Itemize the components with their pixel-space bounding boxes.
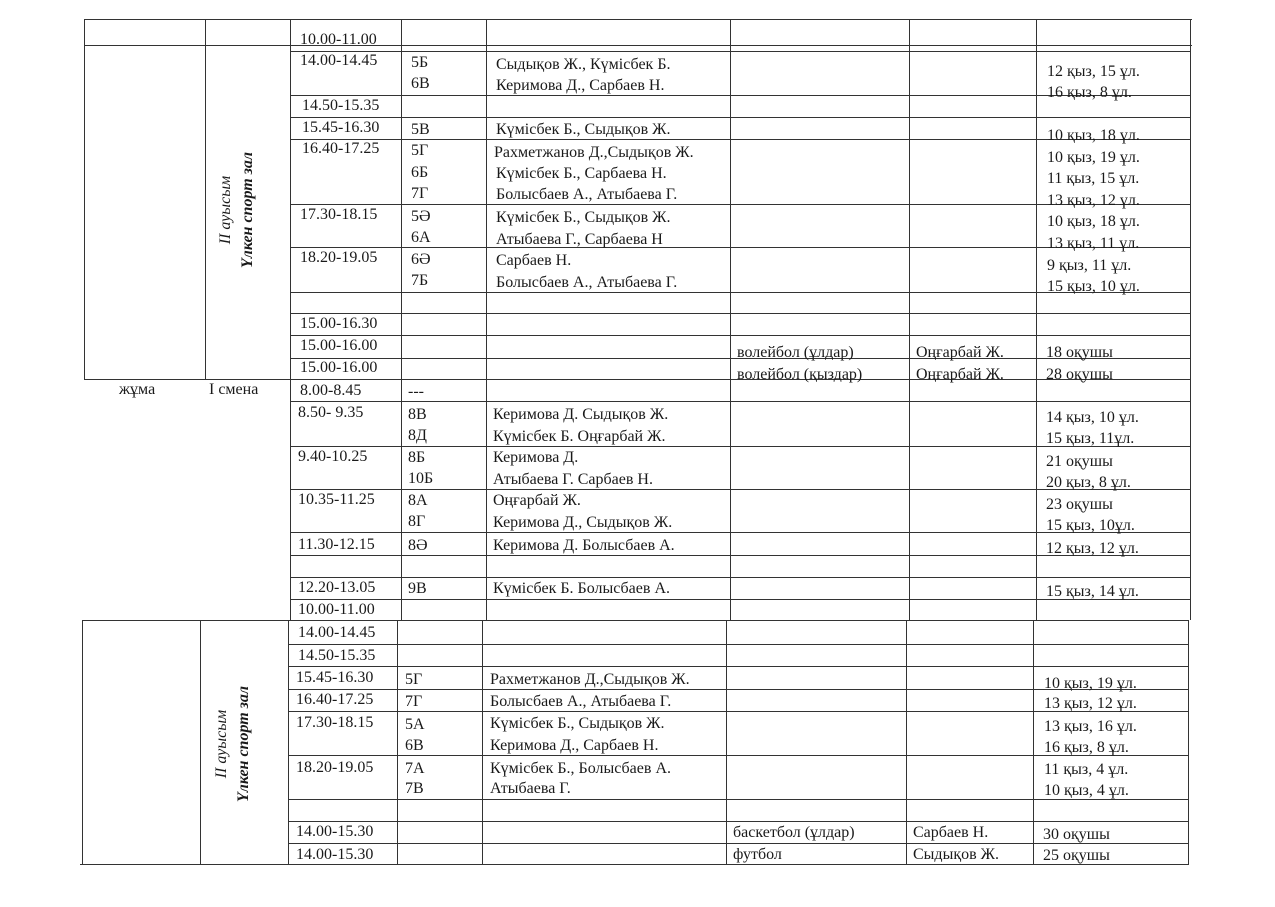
teacher-cell: Болысбаев А., Атыбаева Г. [496, 274, 678, 291]
hall-name: Үлкен спорт зал [239, 151, 256, 269]
class-cell: 8В [408, 406, 427, 423]
rule [288, 644, 1188, 645]
rule [726, 620, 727, 865]
teacher-cell: Керимова Д., Сарбаев Н. [490, 737, 659, 754]
time-cell: 12.20-13.05 [298, 579, 376, 596]
teacher-cell: Атыбаева Г. Сарбаев Н. [493, 471, 653, 488]
rule [288, 620, 289, 865]
class-cell: 6В [405, 737, 424, 754]
count-cell: 11 қыз, 15 ұл. [1047, 170, 1140, 187]
rule [397, 620, 398, 865]
shift-name: II ауысым [213, 709, 230, 779]
count-cell: 18 оқушы [1046, 344, 1113, 361]
rule [205, 19, 206, 380]
class-cell: 7Г [405, 693, 423, 710]
rule [1188, 620, 1189, 865]
class-cell: 6Ә [411, 251, 431, 268]
time-cell: 8.00-8.45 [300, 382, 362, 399]
time-cell: 18.20-19.05 [296, 759, 374, 776]
rule [486, 19, 487, 620]
count-cell: 10 қыз, 18 ұл. [1047, 213, 1140, 230]
teacher-cell: Рахметжанов Д.,Сыдықов Ж. [490, 671, 690, 688]
teacher-cell: Күмісбек Б., Сыдықов Ж. [496, 121, 671, 138]
rule [1036, 19, 1037, 620]
time-cell: 15.45-16.30 [302, 119, 380, 136]
rule [84, 45, 1192, 46]
count-cell: 15 қыз, 10 ұл. [1047, 278, 1140, 295]
time-cell: 15.00-16.30 [300, 315, 378, 332]
class-cell: 7В [405, 780, 424, 797]
time-cell: 11.30-12.15 [298, 536, 375, 553]
count-cell: 25 оқушы [1043, 847, 1110, 864]
class-cell: 5Г [411, 142, 429, 159]
class-cell: 8А [408, 492, 428, 509]
teacher-cell: Сыдықов Ж., Күмісбек Б. [496, 56, 671, 73]
count-cell: 28 оқушы [1046, 366, 1113, 383]
count-cell: 16 қыз, 8 ұл. [1047, 84, 1132, 101]
rule [80, 864, 1188, 865]
coach-cell: Сыдықов Ж. [913, 846, 999, 863]
count-cell: 15 қыз, 14 ұл. [1046, 583, 1139, 600]
time-cell: 14.00-14.45 [300, 52, 378, 69]
teacher-cell: Сарбаев Н. [496, 252, 572, 269]
count-cell: 12 қыз, 12 ұл. [1046, 540, 1139, 557]
count-cell: 20 қыз, 8 ұл. [1046, 474, 1131, 491]
count-cell: 10 қыз, 18 ұл. [1047, 127, 1140, 144]
class-cell: 8Б [408, 449, 426, 466]
teacher-cell: Оңғарбай Ж. [493, 492, 581, 509]
rule [401, 19, 402, 620]
time-cell: 15.45-16.30 [296, 669, 374, 686]
shift-cell: I смена [209, 381, 259, 398]
class-cell: 8Г [408, 513, 426, 530]
rule [1033, 620, 1034, 865]
class-cell: 7А [405, 760, 425, 777]
count-cell: 13 қыз, 16 ұл. [1044, 718, 1137, 735]
teacher-cell: Күмісбек Б. Болысбаев А. [493, 580, 670, 597]
time-cell: 14.00-15.30 [296, 823, 374, 840]
time-cell: 14.00-15.30 [296, 846, 374, 863]
rule [290, 313, 1190, 314]
rule [200, 620, 201, 865]
class-cell: --- [408, 383, 424, 400]
teacher-cell: Керимова Д. Сыдықов Ж. [493, 406, 669, 423]
class-cell: 6А [411, 229, 431, 246]
count-cell: 30 оқушы [1043, 826, 1110, 843]
rule [730, 19, 731, 620]
time-cell: 14.50-15.35 [298, 647, 376, 664]
count-cell: 21 оқушы [1046, 453, 1113, 470]
count-cell: 9 қыз, 11 ұл. [1047, 257, 1132, 274]
class-cell: 10Б [408, 470, 434, 487]
time-cell: 15.00-16.00 [300, 359, 378, 376]
activity-cell: футбол [733, 846, 782, 863]
time-cell: 14.50-15.35 [302, 97, 380, 114]
class-cell: 5В [411, 121, 430, 138]
rule [82, 620, 83, 865]
class-cell: 7Б [411, 272, 429, 289]
rule [290, 335, 1190, 336]
class-cell: 6Б [411, 164, 429, 181]
class-cell: 6В [411, 75, 430, 92]
class-cell: 8Ә [408, 537, 428, 554]
teacher-cell: Рахметжанов Д.,Сыдықов Ж. [494, 144, 694, 161]
activity-cell: волейбол (қыздар) [737, 366, 863, 383]
activity-cell: баскетбол (ұлдар) [733, 824, 855, 841]
rule [909, 19, 910, 620]
rule [84, 19, 85, 380]
teacher-cell: Күмісбек Б., Болысбаев А. [490, 760, 671, 777]
count-cell: 13 қыз, 12 ұл. [1047, 192, 1140, 209]
time-cell: 10.35-11.25 [298, 491, 375, 508]
time-cell: 18.20-19.05 [300, 249, 378, 266]
time-cell: 9.40-10.25 [298, 448, 368, 465]
teacher-cell: Атыбаева Г., Сарбаева Н [496, 231, 663, 248]
shift-name: II ауысым [217, 175, 234, 245]
rule [288, 666, 1188, 667]
time-cell: 14.00-14.45 [298, 624, 376, 641]
rule [288, 821, 1188, 822]
time-cell: 8.50- 9.35 [298, 404, 364, 421]
teacher-cell: Болысбаев А., Атыбаева Г. [490, 693, 672, 710]
count-cell: 10 қыз, 19 ұл. [1044, 675, 1137, 692]
coach-cell: Сарбаев Н. [913, 824, 989, 841]
teacher-cell: Күмісбек Б. Оңғарбай Ж. [493, 428, 666, 445]
class-cell: 5Ә [411, 208, 431, 225]
teacher-cell: Күмісбек Б., Сарбаева Н. [496, 165, 667, 182]
rule [290, 577, 1190, 578]
rule [1190, 19, 1191, 620]
time-cell: 15.00-16.00 [300, 337, 378, 354]
teacher-cell: Күмісбек Б., Сыдықов Ж. [496, 209, 671, 226]
teacher-cell: Болысбаев А., Атыбаева Г. [496, 186, 678, 203]
rule [290, 380, 291, 620]
coach-cell: Оңғарбай Ж. [916, 366, 1004, 383]
day-cell: жұма [119, 381, 156, 398]
class-cell: 8Д [408, 427, 427, 444]
count-cell: 16 қыз, 8 ұл. [1044, 739, 1129, 756]
rule [482, 620, 483, 865]
rule [290, 117, 1190, 118]
class-cell: 7Г [411, 185, 429, 202]
shift-label-bottom [211, 639, 255, 849]
hall-name: Үлкен спорт зал [235, 685, 252, 803]
rule [290, 51, 1190, 52]
count-cell: 11 қыз, 4 ұл. [1044, 761, 1129, 778]
count-cell: 10 қыз, 4 ұл. [1044, 782, 1129, 799]
time-cell: 17.30-18.15 [300, 206, 378, 223]
class-cell: 9В [408, 580, 427, 597]
count-cell: 10 қыз, 19 ұл. [1047, 149, 1140, 166]
class-cell: 5Б [411, 54, 429, 71]
teacher-cell: Керимова Д., Сыдықов Ж. [493, 514, 673, 531]
class-cell: 5А [405, 716, 425, 733]
time-cell: 17.30-18.15 [296, 714, 374, 731]
count-cell: 15 қыз, 11ұл. [1046, 430, 1135, 447]
teacher-cell: Күмісбек Б., Сыдықов Ж. [490, 715, 665, 732]
teacher-cell: Керимова Д. Болысбаев А. [493, 537, 675, 554]
rule [84, 19, 1192, 20]
count-cell: 13 қыз, 12 ұл. [1044, 695, 1137, 712]
count-cell: 13 қыз, 11 ұл. [1047, 235, 1140, 252]
count-cell: 23 оқушы [1046, 496, 1113, 513]
teacher-cell: Атыбаева Г. [490, 780, 571, 797]
rule [906, 620, 907, 865]
teacher-cell: Керимова Д. [493, 449, 579, 466]
rule [290, 19, 291, 380]
rule [82, 620, 1188, 621]
time-cell: 10.00-11.00 [300, 31, 377, 48]
coach-cell: Оңғарбай Ж. [916, 344, 1004, 361]
count-cell: 12 қыз, 15 ұл. [1047, 63, 1140, 80]
shift-label-top [215, 105, 259, 315]
count-cell: 14 қыз, 10 ұл. [1046, 409, 1139, 426]
count-cell: 15 қыз, 10ұл. [1046, 517, 1135, 534]
teacher-cell: Керимова Д., Сарбаев Н. [496, 77, 665, 94]
rule [290, 401, 1190, 402]
time-cell: 16.40-17.25 [302, 140, 380, 157]
time-cell: 16.40-17.25 [296, 691, 374, 708]
class-cell: 5Г [405, 671, 423, 688]
activity-cell: волейбол (ұлдар) [737, 344, 854, 361]
time-cell: 10.00-11.00 [298, 601, 375, 618]
